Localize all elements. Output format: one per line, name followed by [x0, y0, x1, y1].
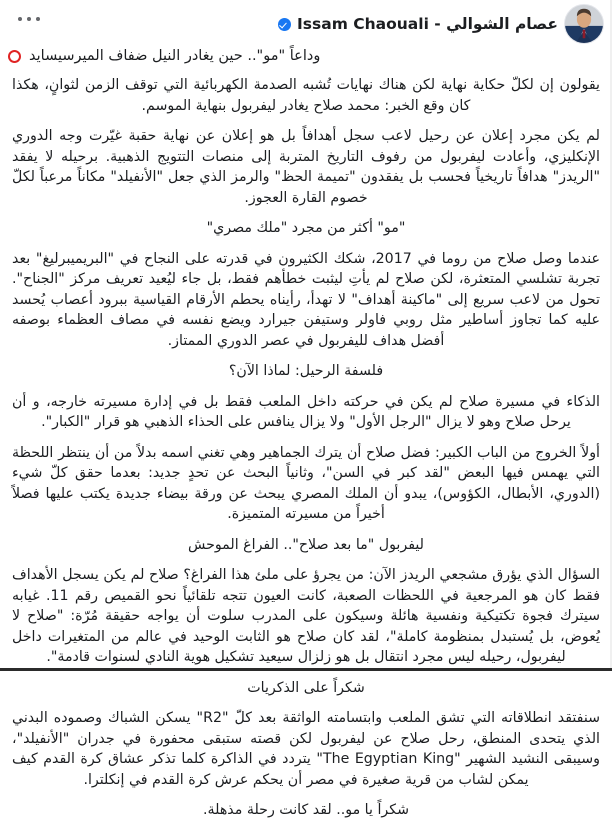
paragraph: عندما وصل صلاح من روما في 2017، شكك الكثيرون في قدرته على النجاح في "البريميبرليغ" بعد تجربة تشلسي المتعثرة، لكن صلاح لم يأتِ ليثبت خطأهم فقط، بل جاء ليُعيد تعريف مركز "الجناح". تحول من لاعب سريع إلى "ماكينة أهداف" لا تهدأ، رأيناه يحطم الأرقام القياسية ببرود أعصاب يُحسد عليه كما تجاوز أساطير مثل روبي فاولر وستيفن جيرارد ويضع نفسه في مصاف العظماء بوصفه أفضل هداف لليفربول في عصر الدوري الممتاز. — [12, 250, 600, 349]
paragraph-subheading: ليفربول "ما بعد صلاح".. الفراغ الموحش — [188, 536, 424, 553]
paragraph-closing: شكراً يا مو.. لقد كانت رحلة مذهلة. — [203, 802, 409, 818]
author-row[interactable] — [278, 4, 604, 44]
headline-text: وداعاً "مو".. حين يغادر النيل ضفاف الميرسيسايد — [29, 48, 321, 64]
kebab-dot — [18, 17, 22, 21]
paragraph: يقولون إن لكلّ حكاية نهاية لكن هناك نهايات تُشبه الصدمة الكهربائية التي توقف الزمن لثوانٍ، هكذا كان وقع الخبر: محمد صلاح يغادر ليفربول بنهاية الموسم. — [12, 77, 600, 114]
paragraph-subheading: فلسفة الرحيل: لماذا الآن؟ — [228, 363, 384, 379]
kebab-dot — [27, 17, 31, 21]
record-circle-icon — [8, 50, 21, 63]
headline-row — [0, 44, 612, 68]
avatar[interactable] — [564, 4, 604, 44]
paragraph: أولاً الخروج من الباب الكبير: فضل صلاح أن يترك الجماهير وهي تغني اسمه بدلاً من أن ينتظر اللحظة التي يهمس فيها البعض "لقد كبر في السن"، وثانياً البحث عن تحدٍ جديد: بعدما حقق كلّ شيء (الدوري، الأبطال، الكؤوس)، يبدو أن الملك المصري يبحث عن ورقة بيضاء جديدة يكتب عليها فصلاً أخيراً من مسيرته المتميزة. — [12, 444, 600, 522]
author-name[interactable]: عصام الشوالي - Issam Chaouali — [297, 15, 558, 33]
paragraph: لم يكن مجرد إعلان عن رحيل لاعب سجل أهدافاً بل هو إعلان عن نهاية حقبة غيّرت وجه الدوري الإنكليزي، وأعادت ليفربول من رفوف التاريخ المتربة إلى منصات التتويج الذهبية. برحيله لا يفقد "الريدز" هدافاً تاريخياً فحسب بل يفقدون "تميمة الحظ" والرمز الذي جعل "الأنفيلد" مكاناً مرعباً لكلّ خصوم القارة العجوز. — [12, 128, 600, 206]
verified-badge-icon — [278, 18, 291, 31]
article-body — [0, 68, 612, 821]
paragraph-subheading: شكراً على الذكريات — [247, 679, 365, 696]
paragraph: سنفتقد انطلاقاته التي تشق الملعب وابتسامته الواثقة بعد كلّ "R2" يسكن الشباك وصموده البدني الذي يتحدى المنطق، رحل صلاح عن ليفربول لكن قصته ستبقى محفورة في جدران "الأنفيلد"، وسيبقى النشيد الشهير "The Egyptian King" يتردد في الذاكرة كلما تذكر عشاق كرة القدم كيف يمكن لشاب من قرية صغيرة في مصر أن يحكم عرش كرة القدم في إنكلترا. — [12, 710, 601, 788]
post-header — [0, 0, 612, 46]
paragraph-subheading: "مو" أكثر من مجرد "ملك مصري" — [206, 220, 406, 236]
paragraph: الذكاء في مسيرة صلاح لم يكن في حركته داخل الملعب فقط بل في إدارة مسيرته خارجه، و أن يرحل صلاح وهو لا يزال "الرجل الأول" ولا يزال ينافس على الحذاء الذهبي هو قرار "الكبار". — [12, 393, 600, 430]
paragraph: السؤال الذي يؤرق مشجعي الريدز الآن: من يجرؤ على ملئ هذا الفراغ؟ صلاح لم يكن يسجل الأهداف فقط كان هو المرجعية في اللحظات الصعبة، كانت العيون تتجه تلقائياً نحو القميص رقم 11. غيابه سيترك فجوة تكتيكية ونفسية هائلة وسيكون على المدرب سلوت أن يواجه حقيقة مُرّة: "صلاح لا يُعوض، بل يُستبدل بمنظومة كاملة"، لقد كان صلاح هو الثابت الوحيد في عالم من المتغيرات داخل ليفربول، رحيله ليس مجرد انتقال بل هو زلزال سيعيد تشكيل هوية النادي لسنوات قادمة". — [12, 567, 600, 665]
kebab-menu-icon[interactable] — [18, 13, 40, 25]
kebab-dot — [36, 17, 40, 21]
